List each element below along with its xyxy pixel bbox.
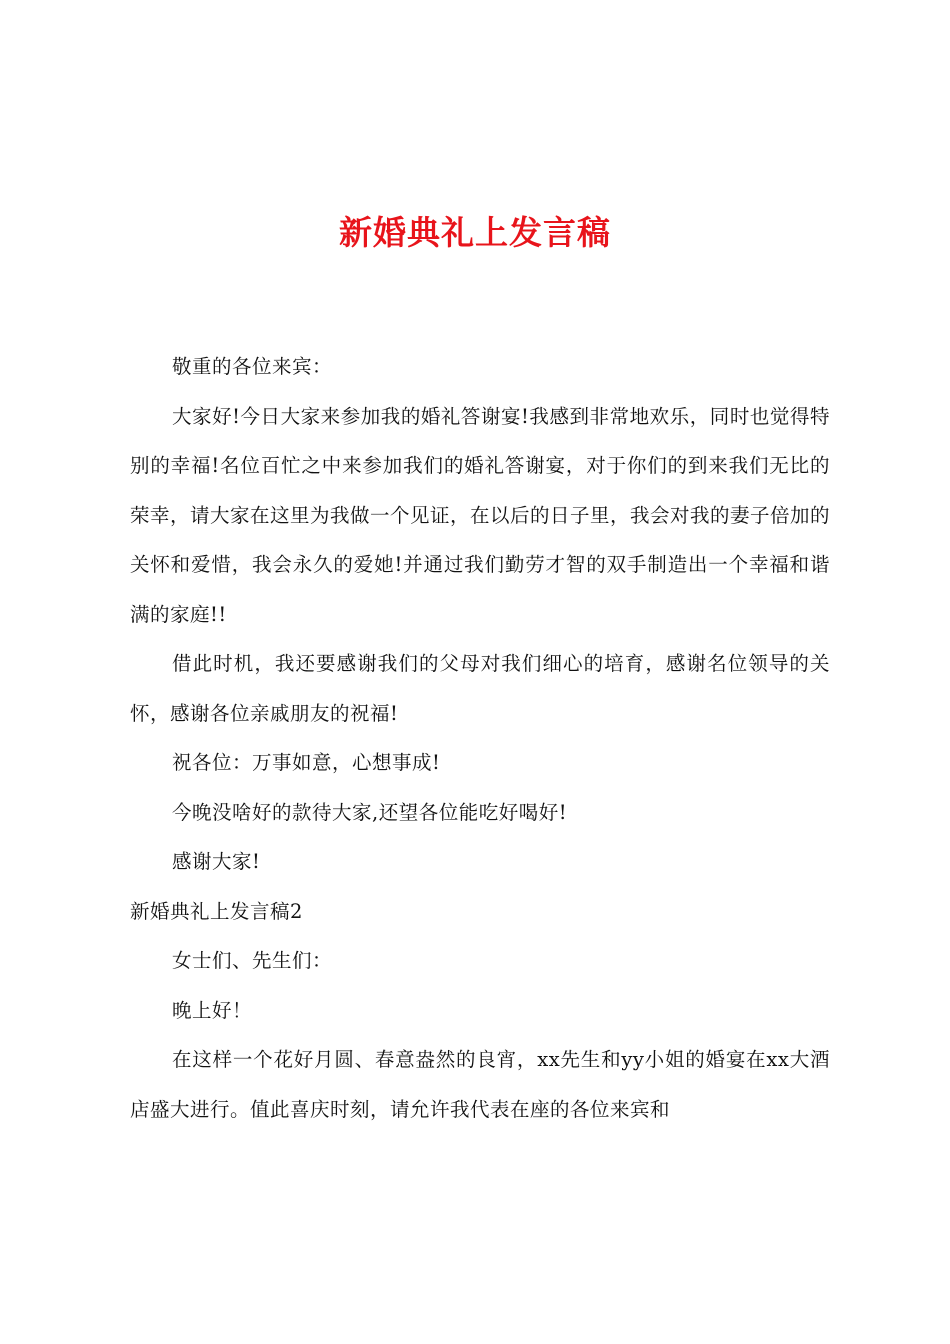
paragraph-opening: 在这样一个花好月圆、春意盎然的良宵，xx先生和yy小姐的婚宴在xx大酒店盛大进行。值此喜庆时刻，请允许我代表在座的各位来宾和 (130, 1048, 830, 1121)
document-title: 新婚典礼上发言稿 (339, 213, 611, 252)
paragraph-good-evening: 晚上好！ (172, 998, 253, 1022)
paragraph-address: 女士们、先生们： (172, 949, 333, 972)
paragraph-wishes: 祝各位：万事如意，心想事成! (172, 751, 441, 774)
document-body (130, 342, 830, 1134)
paragraph-greeting: 大家好!今日大家来参加我的婚礼答谢宴!我感到非常地欢乐，同时也觉得特别的幸福!名位百忙之中来参加我们的婚礼答谢宴，对于你们的到来我们无比的荣幸，请大家在这里为我做一个见证，在以后的日子里，我会对我的妻子倍加的关怀和爱惜，我会永久的爱她!并通过我们勤劳才智的双手制造出一个幸福和谐满的家庭!! (130, 404, 831, 626)
paragraph-hospitality: 今晚没啥好的款待大家,还望各位能吃好喝好! (172, 800, 568, 824)
paragraph-thanks-parents: 借此时机，我还要感谢我们的父母对我们细心的培育，感谢名位领导的关怀，感谢各位亲戚朋友的祝福! (130, 652, 830, 725)
paragraph-closing-thanks: 感谢大家! (172, 850, 261, 873)
section-heading-2: 新婚典礼上发言稿2 (130, 899, 303, 923)
paragraph-salutation: 敬重的各位来宾： (172, 355, 333, 378)
